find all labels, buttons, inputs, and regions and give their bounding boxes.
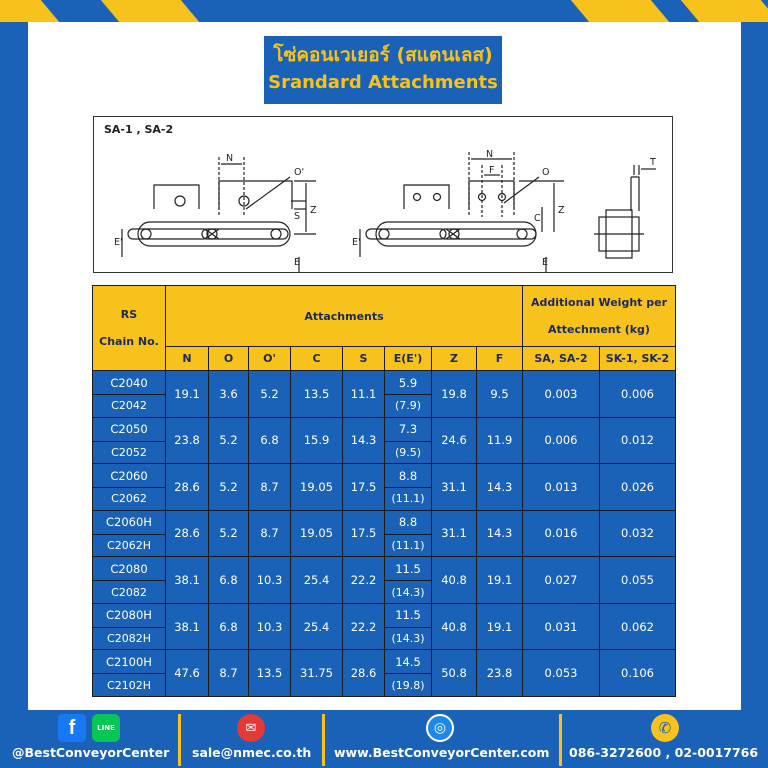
dim-c: C: [534, 213, 541, 224]
cell-f: 14.3: [477, 510, 523, 557]
cell-c: 19.05: [291, 464, 343, 511]
cell-sa-weight: 0.031: [523, 603, 600, 650]
cell-e-prime: (14.3): [385, 627, 432, 649]
mail-icon: ✉: [237, 714, 265, 742]
chain-drawing: [94, 117, 672, 272]
cell-e: 8.8: [385, 464, 432, 488]
website-contact[interactable]: [326, 710, 558, 768]
phone-contact[interactable]: [563, 710, 768, 768]
line-icon[interactable]: LINE: [92, 714, 120, 742]
cell-n: 38.1: [166, 557, 209, 604]
footer-divider: [322, 714, 325, 766]
dim-s: S: [294, 211, 301, 222]
cell-o: 5.2: [209, 464, 249, 511]
phone-numbers[interactable]: 086-3272600 , 02-0017766: [569, 745, 759, 760]
dim-e-prime-right: E': [352, 237, 361, 248]
chain-no: C2082: [93, 581, 166, 603]
social-contact[interactable]: [0, 710, 178, 768]
header-additional-weight: Additional Weight per Attechment (kg): [523, 286, 676, 347]
cell-n: 28.6: [166, 510, 209, 557]
chain-no: C2052: [93, 441, 166, 463]
cell-e: 7.3: [385, 417, 432, 441]
cell-f: 9.5: [477, 371, 523, 418]
cell-s: 11.1: [343, 371, 385, 418]
cell-s: 22.2: [343, 603, 385, 650]
dim-z-right: Z: [558, 205, 565, 216]
cell-f: 14.3: [477, 464, 523, 511]
cell-e: 8.8: [385, 510, 432, 534]
cell-s: 22.2: [343, 557, 385, 604]
chain-no: C2062: [93, 488, 166, 510]
page-title: [264, 36, 502, 104]
cell-f: 23.8: [477, 650, 523, 697]
cell-o-prime: 8.7: [249, 510, 291, 557]
cell-o: 3.6: [209, 371, 249, 418]
cell-e: 14.5: [385, 650, 432, 674]
cell-s: 17.5: [343, 510, 385, 557]
cell-o: 8.7: [209, 650, 249, 697]
cell-e-prime: (9.5): [385, 441, 432, 463]
cell-o-prime: 5.2: [249, 371, 291, 418]
cell-n: 38.1: [166, 603, 209, 650]
cell-e: 5.9: [385, 371, 432, 395]
dim-o: O: [542, 167, 550, 178]
chain-no: C2100H: [93, 650, 166, 674]
col-c: C: [291, 347, 343, 371]
cell-z: 19.8: [432, 371, 477, 418]
chain-no: C2042: [93, 395, 166, 417]
cell-s: 14.3: [343, 417, 385, 464]
cell-c: 19.05: [291, 510, 343, 557]
chain-no: C2082H: [93, 627, 166, 649]
cell-c: 25.4: [291, 557, 343, 604]
cell-o: 6.8: [209, 557, 249, 604]
col-z: Z: [432, 347, 477, 371]
contact-footer: [0, 710, 768, 768]
cell-sa-weight: 0.013: [523, 464, 600, 511]
cell-sk-weight: 0.006: [600, 371, 676, 418]
chain-no: C2060: [93, 464, 166, 488]
cell-e-prime: (7.9): [385, 395, 432, 417]
cell-sa-weight: 0.006: [523, 417, 600, 464]
dim-e-prime-left: E': [114, 237, 123, 248]
cell-c: 13.5: [291, 371, 343, 418]
dim-n-right: N: [486, 149, 494, 160]
chain-no: C2080: [93, 557, 166, 581]
cell-sa-weight: 0.027: [523, 557, 600, 604]
col-n: N: [166, 347, 209, 371]
cell-o: 6.8: [209, 603, 249, 650]
dim-o-prime: O': [294, 167, 305, 178]
cell-o-prime: 10.3: [249, 603, 291, 650]
title-english: Srandard Attachments: [268, 72, 498, 93]
cell-z: 31.1: [432, 510, 477, 557]
cell-e-prime: (19.8): [385, 674, 432, 697]
chain-no: C2080H: [93, 603, 166, 627]
cell-e-prime: (14.3): [385, 581, 432, 603]
cell-c: 15.9: [291, 417, 343, 464]
cell-z: 40.8: [432, 603, 477, 650]
cell-e-prime: (11.1): [385, 488, 432, 510]
cell-sk-weight: 0.106: [600, 650, 676, 697]
dim-t: T: [650, 157, 656, 168]
cell-s: 28.6: [343, 650, 385, 697]
cell-z: 24.6: [432, 417, 477, 464]
cell-o-prime: 8.7: [249, 464, 291, 511]
cell-n: 28.6: [166, 464, 209, 511]
cell-z: 40.8: [432, 557, 477, 604]
cell-sa-weight: 0.016: [523, 510, 600, 557]
cell-f: 11.9: [477, 417, 523, 464]
cell-o-prime: 13.5: [249, 650, 291, 697]
cell-f: 19.1: [477, 557, 523, 604]
diagram-label: SA-1 , SA-2: [104, 123, 174, 136]
header-attachments: Attachments: [166, 286, 523, 347]
phone-icon: ✆: [651, 714, 679, 742]
chain-no: C2060H: [93, 510, 166, 534]
dim-e-right: E: [542, 257, 549, 268]
dim-f: F: [489, 165, 495, 176]
cell-n: 47.6: [166, 650, 209, 697]
cell-s: 17.5: [343, 464, 385, 511]
cell-o-prime: 10.3: [249, 557, 291, 604]
footer-divider: [178, 714, 181, 766]
cell-z: 50.8: [432, 650, 477, 697]
col-o-prime: O': [249, 347, 291, 371]
email-contact[interactable]: [182, 710, 320, 768]
cell-o-prime: 6.8: [249, 417, 291, 464]
dim-z-left: Z: [310, 205, 317, 216]
email-address[interactable]: sale@nmec.co.th: [192, 745, 312, 760]
chain-no: C2050: [93, 417, 166, 441]
cell-z: 31.1: [432, 464, 477, 511]
cell-e-prime: (11.1): [385, 534, 432, 556]
cell-sa-weight: 0.053: [523, 650, 600, 697]
col-sa: SA, SA-2: [523, 347, 600, 371]
cell-o: 5.2: [209, 417, 249, 464]
cell-sk-weight: 0.055: [600, 557, 676, 604]
title-thai: โซ่คอนเวเยอร์ (สแตนเลส): [273, 44, 493, 66]
cell-sk-weight: 0.026: [600, 464, 676, 511]
header-rs-chain: RS Chain No.: [93, 286, 166, 371]
facebook-icon[interactable]: f: [58, 714, 86, 742]
chain-no: C2102H: [93, 674, 166, 697]
attachment-diagram: [93, 116, 673, 273]
cell-n: 23.8: [166, 417, 209, 464]
cell-e: 11.5: [385, 557, 432, 581]
attachment-spec-table: [92, 285, 676, 697]
globe-icon: ◎: [426, 714, 454, 742]
cell-sk-weight: 0.062: [600, 603, 676, 650]
col-sk: SK-1, SK-2: [600, 347, 676, 371]
col-o: O: [209, 347, 249, 371]
cell-o: 5.2: [209, 510, 249, 557]
website-url[interactable]: www.BestConveyorCenter.com: [334, 745, 550, 760]
cell-e: 11.5: [385, 603, 432, 627]
footer-divider: [559, 714, 562, 766]
dim-e-left: E: [294, 257, 301, 268]
cell-f: 19.1: [477, 603, 523, 650]
cell-n: 19.1: [166, 371, 209, 418]
chain-no: C2062H: [93, 534, 166, 556]
cell-sk-weight: 0.032: [600, 510, 676, 557]
col-e: E(E'): [385, 347, 432, 371]
cell-c: 25.4: [291, 603, 343, 650]
social-handle[interactable]: @BestConveyorCenter: [12, 745, 170, 760]
dim-n-left: N: [226, 153, 234, 164]
col-f: F: [477, 347, 523, 371]
chain-no: C2040: [93, 371, 166, 395]
cell-sk-weight: 0.012: [600, 417, 676, 464]
top-stripe-bar: [0, 0, 768, 22]
cell-sa-weight: 0.003: [523, 371, 600, 418]
cell-c: 31.75: [291, 650, 343, 697]
col-s: S: [343, 347, 385, 371]
